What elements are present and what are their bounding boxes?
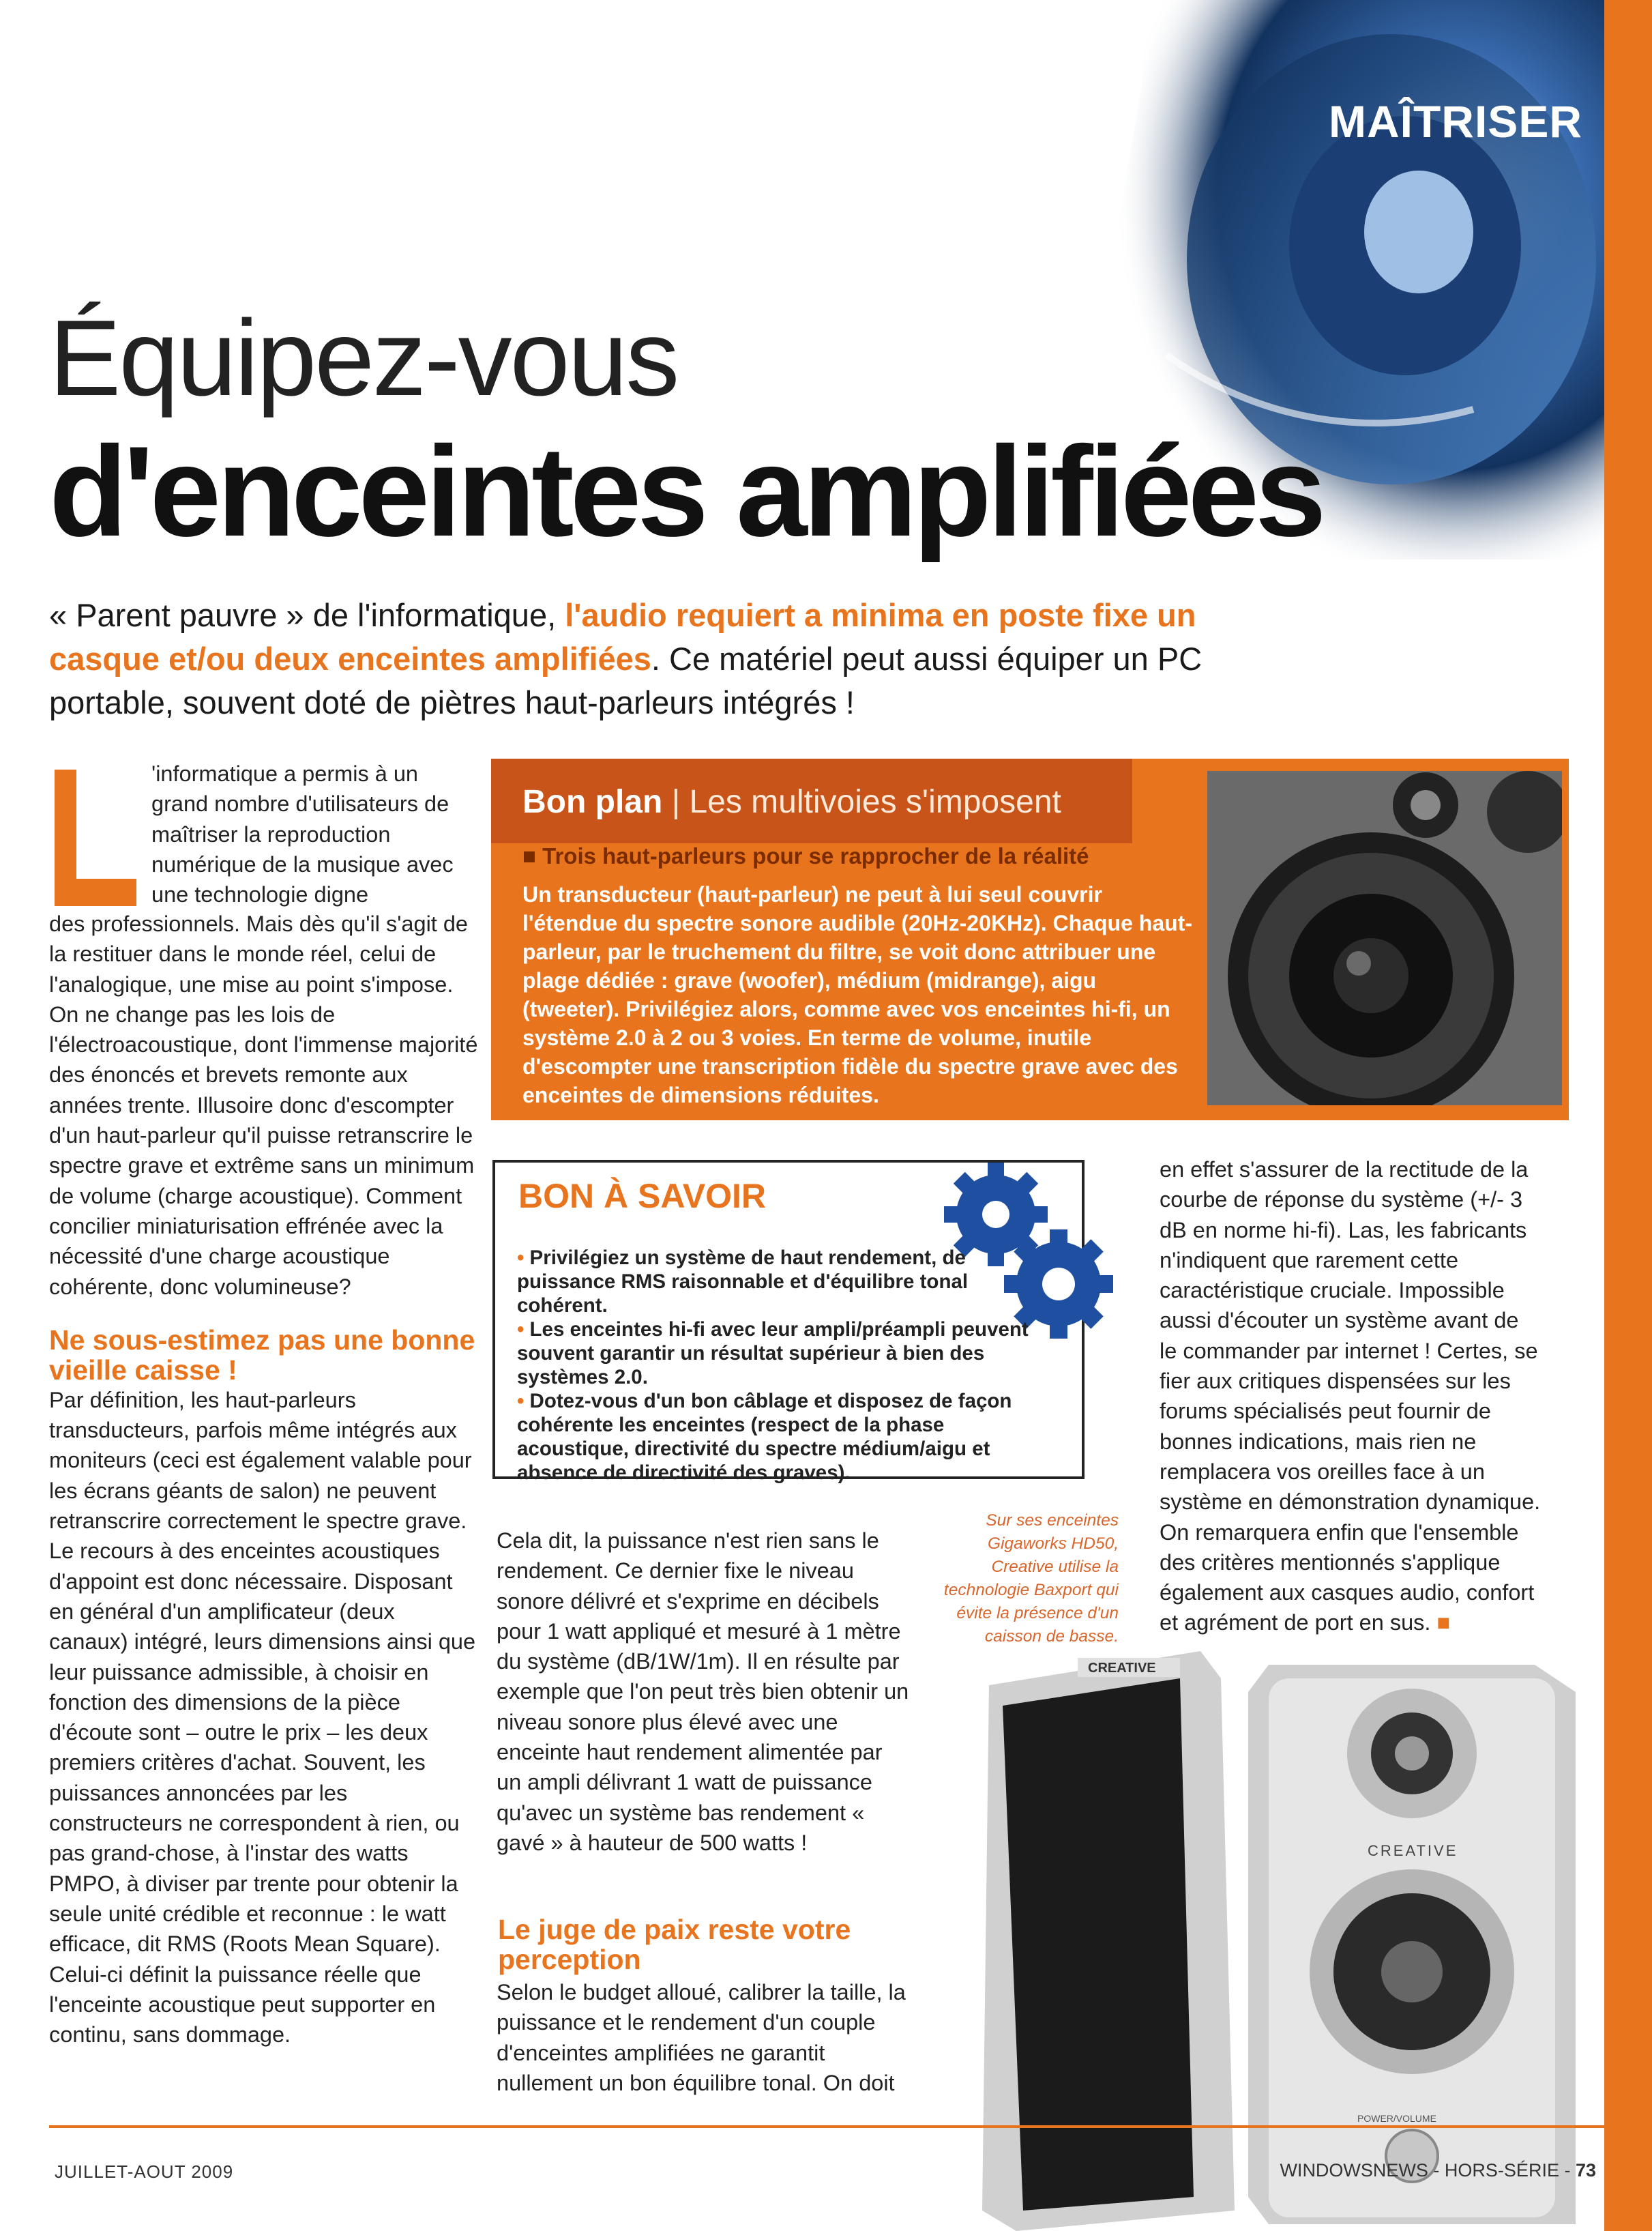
bon-plan-title (522, 783, 1061, 821)
list-item: • Privilégiez un système de haut rendement, de puissance RMS raisonnable et d'équilibre tonal cohérent. (517, 1246, 969, 1317)
bon-plan-title-bold: Bon plan (522, 784, 663, 820)
col1-body (49, 909, 479, 2050)
photo-caption: Sur ses enceintes Gigaworks HD50, Creative utilise la technologie Baxport qui évite la présence d'un caisson de basse. (943, 1511, 1119, 1646)
page-title-line1: Équipez-vous (49, 298, 678, 418)
intro-text-part1: « Parent pauvre » de l'informatique, (49, 597, 565, 633)
col1-paragraph-2: Par définition, les haut-parleurs transducteurs, parfois même intégrés aux moniteurs (ceci est également valable pour les écrans géants de salon) ne peuvent retranscrire correctement le spectre grave. Le recours à des enceintes acoustiques d'appoint est donc nécessaire. Disposant en général d'un amplificateur (deux canaux) intégré, leurs dimensions ainsi que leur puissance admissible, à choisir en fonction des dimensions de la pièce d'écoute sont – outre le prix – les deux premiers critères d'achat. Souvent, les puissances annoncées par les constructeurs ne correspondent à rien, ou pas grand-chose, à l'instar des watts PMPO, à diviser par trente pour obtenir la seule unité crédible et reconnue : le watt efficace, dit RMS (Roots Mean Square). Celui-ci définit la puissance réelle que l'enceinte acoustique peut supporter en continu, sans dommage. (49, 1387, 476, 2047)
intro-highlight: l'audio requiert a minima en poste fixe un casque et/ou deux enceintes amplifiées (49, 597, 1196, 677)
section-label: MAÎTRISER (1329, 96, 1582, 147)
right-color-band (1604, 0, 1652, 2231)
list-item: • Dotez-vous d'un bon câblage et disposez de façon cohérente les enceintes (respect de la phase acoustique, directivité du spectre médium/aigu et absence de directivité des graves). (517, 1390, 1012, 1484)
bon-a-savoir-title: BON À SAVOIR (518, 1177, 766, 1215)
col1-subheading: Ne sous-estimez pas une bonne vieille caisse ! (49, 1324, 475, 1386)
chevron-right-icon (1091, 759, 1132, 843)
intro-text-part2: . Ce matériel peut aussi équiper un PC portable, souvent doté de piètres haut-parleurs intégrés ! (49, 641, 1203, 720)
col2-paragraph-2: Selon le budget alloué, calibrer la taille, la puissance et le rendement d'un couple d'enceintes amplifiées ne garantit nullement un bon équilibre tonal. On doit (497, 1980, 906, 2095)
footer-issue-date: JUILLET-AOUT 2009 (55, 2161, 234, 2182)
intro-paragraph (49, 594, 1277, 725)
col1-lead-text: 'informatique a permis à un grand nombre d'utilisateurs de maîtriser la reproduction numérique de la musique avec une technologie digne (151, 761, 454, 907)
col2-subheading: Le juge de paix reste votre perception (498, 1914, 851, 1975)
footer-publication (1125, 2160, 1596, 2181)
end-mark-icon: ■ (1430, 1610, 1451, 1635)
list-item: • Les enceintes hi-fi avec leur ampli/préampli peuvent souvent garantir un résultat supérieur à bien des systèmes 2.0. (517, 1318, 1029, 1388)
col1-paragraph-1: On ne change pas les lois de l'électroacoustique, dont l'immense majorité des énoncés et brevets remonte aux années trente. Illusoire donc d'escompter d'un haut-parleur qu'il puisse retranscrire le spectre grave et extrême sans un minimum de volume (charge acoustique). Comment concilier miniaturisation effrénée avec la nécessité d'une charge acoustique cohérente, donc volumineuse? (49, 1002, 478, 1299)
speaker-brand-side: CREATIVE (1088, 1661, 1156, 1676)
speakers-photo (975, 1651, 1589, 2231)
footer-rule (49, 2125, 1604, 2128)
page-number: 73 (1575, 2160, 1596, 2181)
bon-plan-subtitle: ■ Trois haut-parleurs pour se rapprocher de la réalité (522, 843, 1089, 869)
col1-lead-continuation: des professionnels. Mais dès qu'il s'agit de la restituer dans le monde réel, celui de l'analogique, une mise au point s'impose. (49, 912, 468, 997)
bon-plan-text: Un transducteur (haut-parleur) ne peut à lui seul couvrir l'étendue du spectre sonore audible (20Hz-20KHz). Chaque haut-parleur, par le truchement du filtre, se voit donc attribuer une plage dédiée : grave (woofer), médium (midrange), aigu (tweeter). Privilégiez alors, comme avec vos enceintes hi-fi, un système 2.0 à 2 ou 3 voies. En terme de volume, inutile d'escompter une transcription fidèle du spectre grave avec des enceintes de dimensions réduites. (522, 882, 1192, 1107)
bon-a-savoir-list (517, 1246, 1049, 1485)
page-title-line2: d'enceintes amplifiées (49, 420, 1323, 563)
drop-cap-l (55, 770, 136, 906)
col2-paragraph-1: Cela dit, la puissance n'est rien sans le rendement. Ce dernier fixe le niveau sonore délivré et s'exprime en décibels pour 1 watt appliqué et mesuré à 1 mètre du système (dB/1W/1m). Il en résulte par exemple que l'on peut très bien obtenir un niveau sonore plus élevé avec une enceinte haut rendement alimentée par un ampli délivrant 1 watt de puissance qu'avec un système bas rendement « gavé » à hauteur de 500 watts ! (497, 1528, 909, 1855)
woofer-photo (1207, 771, 1562, 1105)
col3-paragraph: en effet s'assurer de la rectitude de la courbe de réponse du système (+/- 3 dB en norme hi-fi). Las, les fabricants n'indiquent que rarement cette caractéristique cruciale. Impossible aussi d'écouter un système avant de le commander par internet ! Certes, se fier aux critiques dispensées sur les forums spécialisés peut fournir de bonnes indications, mais rien ne remplacera vos oreilles face à un système en démonstration dynamique. On remarquera enfin que l'ensemble des critères mentionnés s'applique également aux casques audio, confort et agrément de port en sus. ■ (1160, 1157, 1541, 1635)
bon-plan-title-rest: | Les multivoies s'imposent (662, 784, 1061, 820)
speaker-knob-label: POWER/VOLUME (1357, 2113, 1436, 2124)
footer-publication-name: WINDOWSNEWS - HORS-SÉRIE - (1280, 2160, 1576, 2181)
speaker-brand-front: CREATIVE (1368, 1842, 1458, 1859)
